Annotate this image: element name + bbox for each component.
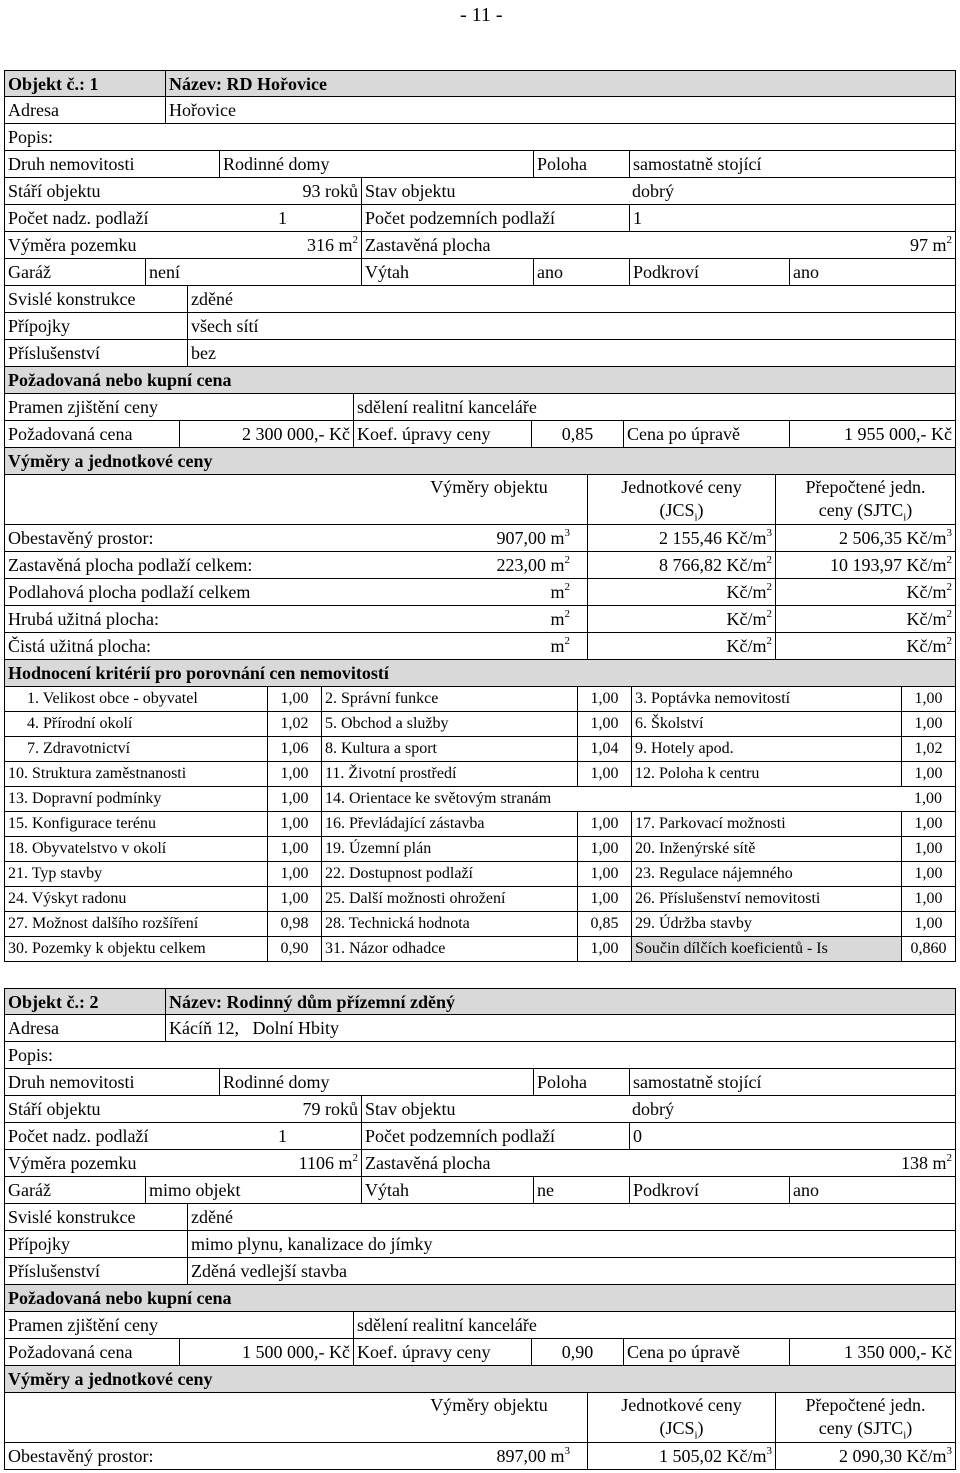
built-area-label: Zastavěná plocha [361,232,493,258]
criteria-row [4,812,956,837]
criterion-value: 1,00 [901,762,955,786]
criterion-name: 1. Velikost obce - obyvatel [27,690,198,707]
walls-label: Svislé konstrukce [8,289,136,309]
attic-value: ano [789,1177,822,1203]
object-card-2 [4,988,956,1470]
criterion-value: 1,00 [901,912,955,936]
criterion-name: 31. Názor odhadce [321,937,577,961]
criterion-value: 1,00 [901,712,955,736]
adjusted-price-value: 1 350 000,- Kč [789,1339,955,1365]
built-area-label: Zastavěná plocha [361,1150,493,1176]
condition-label: Stav objektu [361,1096,459,1122]
position-value: samostatně stojící [629,151,764,177]
measures-section-header: Výměry a jednotkové ceny [8,451,213,471]
criterion-value: 1,00 [577,837,631,861]
criterion-value: 0,85 [577,912,631,936]
elevator-value: ano [533,259,566,285]
measure-recalc-price: 2 506,35 $Kč/m^3$ [775,525,955,551]
measure-label: Čistá užitná plocha: [8,636,151,656]
criterion-name: 18. Obyvatelstvo v okolí [8,840,167,857]
measure-row [4,579,956,606]
adjusted-price-label: Cena po úpravě [623,1339,743,1365]
criterion-value: 1,00 [901,887,955,911]
criterion-value: 1,00 [267,762,321,786]
criterion-value: 1,00 [267,787,321,811]
floors-value: 1 [278,1126,287,1146]
utilities-label: Přípojky [8,1234,71,1254]
criteria-row [4,762,956,787]
criteria-row [4,937,956,962]
object-number: Objekt č.: 2 [8,992,99,1012]
criteria-row [4,887,956,912]
page-number: - 11 - [460,4,503,26]
criterion-name: 10. Struktura zaměstnanosti [8,765,187,782]
criterion-value: 1,02 [267,712,321,736]
address-label: Adresa [8,100,59,120]
criteria-row [4,862,956,887]
built-area-value: 138 $m^2$ [900,1152,952,1173]
criterion-value: 1,00 [901,862,955,886]
age-value: 93 roků [302,181,358,201]
measure-label: Hrubá užitná plocha: [8,609,159,629]
criterion-name: 20. Inženýrské sítě [631,837,901,861]
price-section-header: Požadovaná nebo kupní cena [8,370,232,390]
criterion-value: 1,00 [914,790,942,807]
criterion-value: 1,00 [577,687,631,711]
criterion-name: 27. Možnost dalšího rozšíření [8,915,199,932]
criterion-value: 1,00 [577,712,631,736]
criteria-section-header: Hodnocení kritérií pro porovnání cen nemovitostí [8,663,389,683]
measure-recalc-price: $Kč/m^2$ [775,606,955,632]
criterion-name: 28. Technická hodnota [321,912,577,936]
asking-price-value: 2 300 000,- Kč [179,421,353,447]
address-value: Hořovice [165,97,239,123]
criterion-name: 26. Příslušenství nemovitosti [631,887,901,911]
criterion-name: 22. Dostupnost podlaží [321,862,577,886]
underground-floors-label: Počet podzemních podlaží [361,205,558,231]
criterion-name: 3. Poptávka nemovitostí [631,687,901,711]
measure-unit-price: $Kč/m^2$ [587,633,775,659]
position-label: Poloha [533,151,590,177]
criterion-name: 13. Dopravní podmínky [8,790,162,807]
measure-label: Zastavěná plocha podlaží celkem: [8,555,253,575]
measure-unit-price: 8 766,82 $Kč/m^2$ [587,552,775,578]
criterion-value: 1,00 [901,837,955,861]
criteria-row [4,737,956,762]
walls-value: zděné [187,1204,236,1230]
criterion-value: 1,00 [267,812,321,836]
measure-row [4,633,956,660]
floors-value: 1 [278,208,287,228]
measure-row [4,525,956,552]
adjusted-price-label: Cena po úpravě [623,421,743,447]
measure-area: $m^2$ [550,635,570,656]
accessories-label: Příslušenství [8,343,101,363]
floors-label: Počet nadz. podlaží [8,1126,149,1146]
accessories-value: Zděná vedlejší stavba [187,1258,350,1284]
criterion-value: 1,00 [267,887,321,911]
attic-value: ano [789,259,822,285]
adjust-coef-label: Koef. úpravy ceny [353,1339,493,1365]
description-label: Popis: [8,127,54,147]
col-recalc-price-header: Přepočtené jedn. ceny $(SJTC_i)$ [775,1393,955,1442]
col-recalc-price-header: Přepočtené jedn. ceny $(SJTC_i)$ [775,475,955,524]
criterion-value: 1,00 [267,862,321,886]
criterion-value: 1,00 [267,687,321,711]
criterion-name: 23. Regulace nájemného [631,862,901,886]
utilities-label: Přípojky [8,316,71,336]
criterion-name: 14. Orientace ke světovým stranám [321,787,901,811]
measure-area: $m^2$ [550,608,570,629]
adjust-coef-value: 0,90 [531,1339,623,1365]
criterion-name: 7. Zdravotnictví [27,740,131,757]
elevator-value: ne [533,1177,557,1203]
utilities-value: všech sítí [187,313,262,339]
criteria-row [4,787,956,812]
criterion-value: 1,00 [901,687,955,711]
criteria-row [4,712,956,737]
position-value: samostatně stojící [629,1069,764,1095]
price-source-value: sdělení realitní kanceláře [353,1312,540,1338]
description-label: Popis: [8,1045,54,1065]
asking-price-label: Požadovaná cena [8,1342,133,1362]
col-unit-price-header: Jednotkové ceny $(JCS_i)$ [587,475,775,524]
price-source-label: Pramen zjištění ceny [8,397,158,417]
object-card-1 [4,70,956,962]
criterion-value: 1,00 [577,937,631,961]
attic-label: Podkroví [629,259,702,285]
land-area-value: 316 $m^2$ [306,234,358,255]
adjust-coef-label: Koef. úpravy ceny [353,421,493,447]
measure-area: 223,00 $m^2$ [496,554,570,575]
position-label: Poloha [533,1069,590,1095]
col-measures-header: Výměry objektu [430,1395,548,1415]
measure-recalc-price: 10 193,97 $Kč/m^2$ [775,552,955,578]
measure-recalc-price: $Kč/m^2$ [775,579,955,605]
criterion-value: 1,00 [901,812,955,836]
measure-area: 907,00 $m^3$ [496,527,570,548]
condition-label: Stav objektu [361,178,459,204]
garage-label: Garáž [8,1180,51,1200]
measure-row [4,606,956,633]
asking-price-value: 1 500 000,- Kč [179,1339,353,1365]
built-area-value: 97 $m^2$ [909,234,952,255]
age-value: 79 roků [302,1099,358,1119]
condition-value: dobrý [632,1099,674,1119]
condition-value: dobrý [632,181,674,201]
criterion-value: 1,00 [577,812,631,836]
col-unit-price-header: Jednotkové ceny $(JCS_i)$ [587,1393,775,1442]
criterion-name: 12. Poloha k centru [631,762,901,786]
elevator-label: Výtah [361,259,412,285]
measure-unit-price: $Kč/m^2$ [587,579,775,605]
address-value: Kácíň 12, Dolní Hbity [165,1015,342,1041]
garage-value: mimo objekt [145,1177,244,1203]
floors-label: Počet nadz. podlaží [8,208,149,228]
object-number: Objekt č.: 1 [8,74,99,94]
criterion-value: 1,00 [577,887,631,911]
criterion-name: 30. Pozemky k objektu celkem [8,940,206,957]
criteria-row [4,912,956,937]
criterion-name: 19. Územní plán [321,837,577,861]
garage-label: Garáž [8,262,51,282]
object-name: Název: RD Hořovice [165,71,330,97]
criterion-name: 21. Typ stavby [8,865,103,882]
property-type-value: Rodinné domy [219,151,333,177]
walls-value: zděné [187,286,236,312]
measure-area: $m^2$ [550,581,570,602]
criterion-name: 5. Obchod a služby [321,712,577,736]
attic-label: Podkroví [629,1177,702,1203]
criterion-value: 1,02 [901,737,955,761]
land-area-value: 1106 $m^2$ [298,1152,358,1173]
criterion-name: 2. Správní funkce [321,687,577,711]
criterion-name: 6. Školství [631,712,901,736]
accessories-label: Příslušenství [8,1261,101,1281]
measure-label: Podlahová plocha podlaží celkem [8,582,251,602]
coefficient-product-value: 0,860 [901,937,955,961]
criterion-name: 17. Parkovací možnosti [631,812,901,836]
measure-unit-price: 1 505,02 $Kč/m^3$ [587,1443,775,1469]
criterion-name: 25. Další možnosti ohrožení [321,887,577,911]
criterion-value: 1,04 [577,737,631,761]
adjust-coef-value: 0,85 [531,421,623,447]
criterion-name: 8. Kultura a sport [321,737,577,761]
object-name: Název: Rodinný dům přízemní zděný [165,989,458,1015]
elevator-label: Výtah [361,1177,412,1203]
measure-row [4,552,956,579]
land-area-label: Výměra pozemku [8,235,137,255]
property-type-value: Rodinné domy [219,1069,333,1095]
criterion-value: 1,06 [267,737,321,761]
criterion-name: 29. Údržba stavby [631,912,901,936]
measure-label: Obestavěný prostor: [8,1446,154,1466]
measure-label: Obestavěný prostor: [8,528,154,548]
criteria-row [4,837,956,862]
criteria-row [4,687,956,712]
criterion-value: 0,98 [267,912,321,936]
measure-unit-price: 2 155,46 $Kč/m^3$ [587,525,775,551]
garage-value: není [145,259,183,285]
property-type-label: Druh nemovitosti [8,1072,135,1092]
price-source-label: Pramen zjištění ceny [8,1315,158,1335]
criterion-name: 11. Životní prostředí [321,762,577,786]
measures-section-header: Výměry a jednotkové ceny [8,1369,213,1389]
col-measures-header: Výměry objektu [430,477,548,497]
criterion-name: 15. Konfigurace terénu [8,815,156,832]
land-area-label: Výměra pozemku [8,1153,137,1173]
accessories-value: bez [187,340,219,366]
walls-label: Svislé konstrukce [8,1207,136,1227]
criterion-name: 4. Přírodní okolí [27,715,133,732]
criterion-value: 1,00 [267,837,321,861]
measure-recalc-price: 2 090,30 $Kč/m^3$ [775,1443,955,1469]
underground-floors-label: Počet podzemních podlaží [361,1123,558,1149]
criterion-name: 9. Hotely apod. [631,737,901,761]
age-label: Stáří objektu [8,1099,101,1119]
measure-unit-price: $Kč/m^2$ [587,606,775,632]
criterion-value: 1,00 [577,762,631,786]
criterion-value: 0,90 [267,937,321,961]
measure-area: 897,00 $m^3$ [496,1445,570,1466]
utilities-value: mimo plynu, kanalizace do jímky [187,1231,435,1257]
address-label: Adresa [8,1018,59,1038]
price-section-header: Požadovaná nebo kupní cena [8,1288,232,1308]
measure-row [4,1443,956,1470]
measure-recalc-price: $Kč/m^2$ [775,633,955,659]
property-type-label: Druh nemovitosti [8,154,135,174]
criterion-name: 16. Převládající zástavba [321,812,577,836]
price-source-value: sdělení realitní kanceláře [353,394,540,420]
asking-price-label: Požadovaná cena [8,424,133,444]
underground-floors-value: 1 [629,205,645,231]
criterion-name: 24. Výskyt radonu [8,890,127,907]
coefficient-product-label: Součin dílčích koeficientů - Is [631,937,901,961]
adjusted-price-value: 1 955 000,- Kč [789,421,955,447]
underground-floors-value: 0 [629,1123,645,1149]
criterion-value: 1,00 [577,862,631,886]
age-label: Stáří objektu [8,181,101,201]
